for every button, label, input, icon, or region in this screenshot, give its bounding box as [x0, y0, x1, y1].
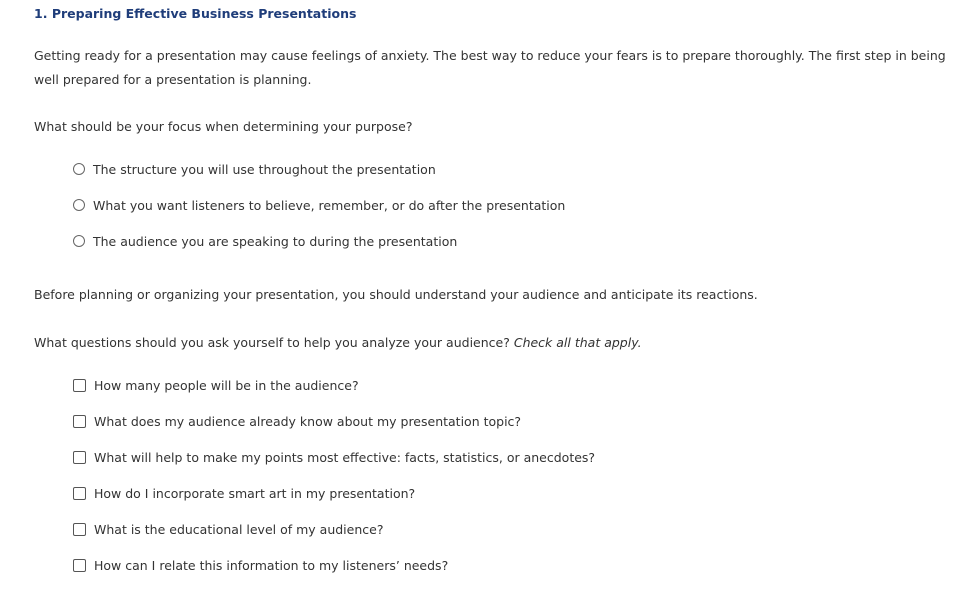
checkbox[interactable] — [73, 487, 86, 500]
radio-button[interactable] — [73, 163, 85, 175]
radio-button[interactable] — [73, 235, 85, 247]
checkbox-option-listener-needs[interactable] — [73, 556, 448, 574]
checkbox-option-prior-knowledge[interactable] — [73, 412, 521, 430]
checkbox[interactable] — [73, 523, 86, 536]
radio-option-structure[interactable] — [73, 160, 436, 178]
audience-statement: Before planning or organizing your presentation, you should understand your audience and anticipate its reactions. — [34, 287, 758, 302]
question-text: What questions should you ask yourself to help you analyze your audience? — [34, 335, 510, 350]
question-title-text: Preparing Effective Business Presentations — [51, 6, 357, 21]
checkbox-option-audience-size[interactable] — [73, 376, 359, 394]
question-instruction: Check all that apply. — [513, 335, 642, 350]
radio-option-audience[interactable] — [73, 232, 457, 250]
checkbox[interactable] — [73, 451, 86, 464]
radio-option-label[interactable]: The audience you are speaking to during the presentation — [93, 233, 458, 249]
checkbox-option-effective-points[interactable] — [73, 448, 595, 466]
checkbox[interactable] — [73, 415, 86, 428]
checkbox-option-label[interactable]: What does my audience already know about my presentation topic? — [94, 413, 522, 429]
checkbox-option-label[interactable]: What will help to make my points most effective: facts, statistics, or anecdotes? — [94, 449, 596, 465]
checkbox-option-education-level[interactable] — [73, 520, 383, 538]
checkbox[interactable] — [73, 559, 86, 572]
checkbox-option-label[interactable]: How do I incorporate smart art in my presentation? — [94, 485, 416, 501]
radio-button[interactable] — [73, 199, 85, 211]
radio-option-label[interactable]: What you want listeners to believe, remember, or do after the presentation — [93, 197, 566, 213]
checkbox-option-smart-art[interactable] — [73, 484, 415, 502]
checkbox[interactable] — [73, 379, 86, 392]
question-title — [34, 6, 356, 21]
radio-option-label[interactable]: The structure you will use throughout the presentation — [93, 161, 436, 177]
checkbox-option-label[interactable]: How can I relate this information to my listeners’ needs? — [94, 557, 449, 573]
question-audience-analysis — [34, 335, 642, 350]
checkbox-option-label[interactable]: What is the educational level of my audience? — [94, 521, 384, 537]
intro-paragraph: Getting ready for a presentation may cause feelings of anxiety. The best way to reduce your fears is to prepare thoroughly. The first step in being well prepared for a presentation is planning. — [34, 48, 946, 87]
question-number: 1. — [34, 6, 48, 21]
checkbox-option-label[interactable]: How many people will be in the audience? — [94, 377, 359, 393]
radio-option-listeners[interactable] — [73, 196, 565, 214]
question-purpose: What should be your focus when determining your purpose? — [34, 119, 413, 134]
